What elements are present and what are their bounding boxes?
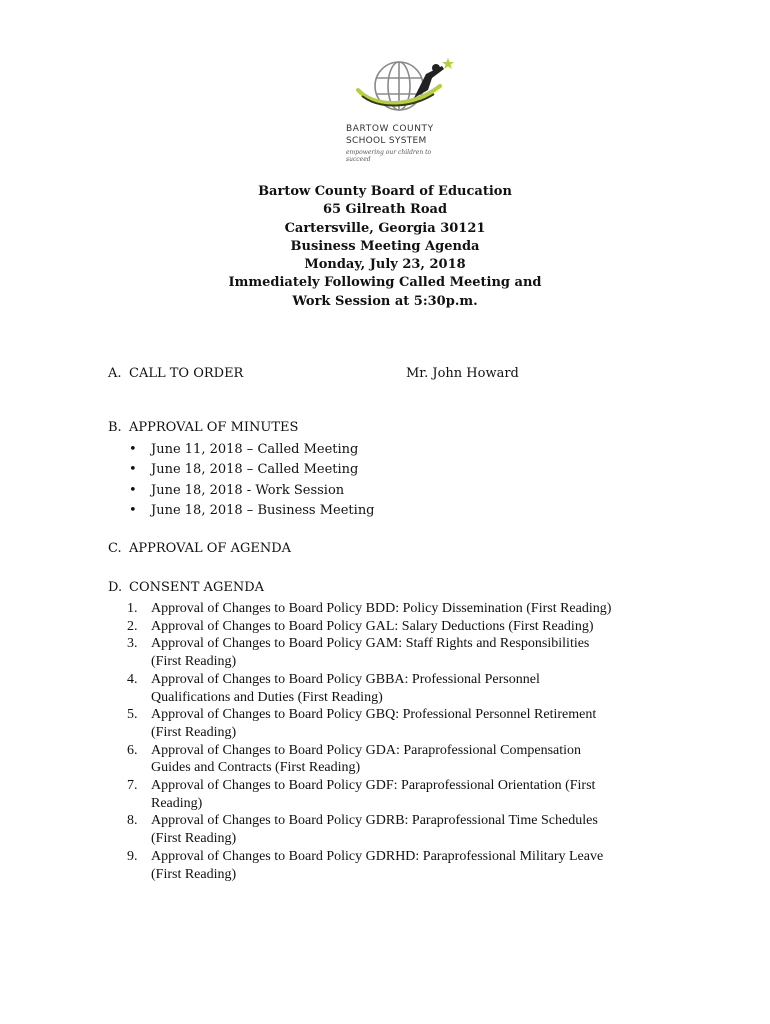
section-title: CALL TO ORDER	[129, 366, 244, 381]
consent-item-line: (First Reading)	[151, 831, 237, 847]
consent-item-line: Approval of Changes to Board Policy GDA: Paraprofessional Compensation	[151, 742, 582, 758]
item-number: 3.	[127, 636, 138, 652]
section-letter: D.	[108, 580, 123, 595]
bullet-icon: •	[129, 462, 137, 478]
consent-item-line: Approval of Changes to Board Policy GBBA: Professional Personnel	[151, 671, 540, 687]
school-system-logo	[340, 56, 455, 164]
presenter-name: Mr. John Howard	[406, 366, 519, 381]
list-item	[129, 481, 375, 501]
item-number: 6.	[127, 742, 138, 758]
bullet-icon: •	[129, 442, 137, 457]
consent-item	[127, 848, 687, 883]
minutes-list	[129, 440, 375, 521]
section-letter: B.	[108, 420, 122, 435]
section-consent-agenda	[108, 580, 264, 595]
header-line: 65 Gilreath Road	[322, 202, 448, 218]
section-title: APPROVAL OF AGENDA	[129, 541, 292, 556]
consent-item-line: (First Reading)	[151, 866, 237, 882]
header-line: Work Session at 5:30p.m.	[292, 293, 478, 309]
header-line: Bartow County Board of Education	[258, 184, 512, 199]
consent-item-line: Approval of Changes to Board Policy GDF: Paraprofessional Orientation (First	[151, 778, 596, 794]
consent-item	[127, 742, 687, 777]
item-number: 2.	[127, 618, 138, 634]
consent-item	[127, 600, 687, 618]
list-item	[129, 460, 375, 480]
section-title: CONSENT AGENDA	[129, 580, 265, 595]
section-approval-of-agenda	[108, 541, 291, 556]
consent-item	[127, 777, 687, 812]
consent-item-line: Qualifications and Duties (First Reading)	[151, 689, 383, 705]
consent-item	[127, 671, 687, 706]
item-number: 1.	[127, 601, 138, 616]
item-number: 7.	[127, 778, 138, 794]
list-item	[129, 440, 375, 460]
list-item-text: June 18, 2018 - Work Session	[151, 482, 345, 498]
item-number: 5.	[127, 707, 138, 723]
consent-item-line: Approval of Changes to Board Policy BDD: Policy Dissemination (First Reading)	[151, 601, 612, 616]
globe-logo-icon	[354, 56, 454, 122]
section-letter: A.	[108, 366, 122, 381]
item-number: 8.	[127, 813, 138, 829]
section-letter: C.	[108, 541, 122, 556]
section-call-to-order	[108, 366, 243, 381]
consent-item-line: Approval of Changes to Board Policy GDRB: Paraprofessional Time Schedules	[151, 813, 598, 829]
consent-item	[127, 812, 687, 847]
agenda-header	[100, 183, 670, 311]
consent-item-line: Approval of Changes to Board Policy GAL: Salary Deductions (First Reading)	[151, 618, 594, 634]
consent-item-line: Guides and Contracts (First Reading)	[151, 760, 361, 776]
consent-item-line: Approval of Changes to Board Policy GDRHD: Paraprofessional Military Leave	[151, 848, 604, 864]
logo-tagline: empowering our children to succeed	[346, 149, 432, 163]
logo-line-1: BARTOW COUNTY	[346, 124, 434, 134]
list-item	[129, 501, 375, 521]
consent-item-line: Approval of Changes to Board Policy GAM: Staff Rights and Responsibilities	[151, 636, 590, 652]
consent-item	[127, 618, 687, 636]
section-approval-of-minutes	[108, 420, 298, 435]
consent-item	[127, 706, 687, 741]
header-line: Business Meeting Agenda	[290, 238, 480, 254]
item-number: 4.	[127, 671, 138, 687]
logo-line-2: SCHOOL SYSTEM	[346, 136, 427, 146]
consent-item	[127, 635, 687, 670]
item-number: 9.	[127, 848, 138, 864]
consent-item-line: (First Reading)	[151, 654, 237, 670]
header-line: Cartersville, Georgia 30121	[284, 220, 486, 236]
consent-item-line: (First Reading)	[151, 724, 237, 740]
consent-item-line: Reading)	[151, 795, 203, 811]
consent-item-line: Approval of Changes to Board Policy GBQ: Professional Personnel Retirement	[151, 707, 597, 723]
section-title: APPROVAL OF MINUTES	[129, 420, 299, 435]
bullet-icon: •	[129, 482, 137, 498]
consent-agenda-list	[127, 600, 687, 883]
header-line: Monday, July 23, 2018	[304, 257, 466, 273]
bullet-icon: •	[129, 502, 137, 518]
list-item-text: June 18, 2018 – Called Meeting	[151, 462, 359, 478]
list-item-text: June 11, 2018 – Called Meeting	[151, 442, 359, 457]
list-item-text: June 18, 2018 – Business Meeting	[151, 502, 375, 518]
header-line: Immediately Following Called Meeting and	[228, 275, 542, 291]
